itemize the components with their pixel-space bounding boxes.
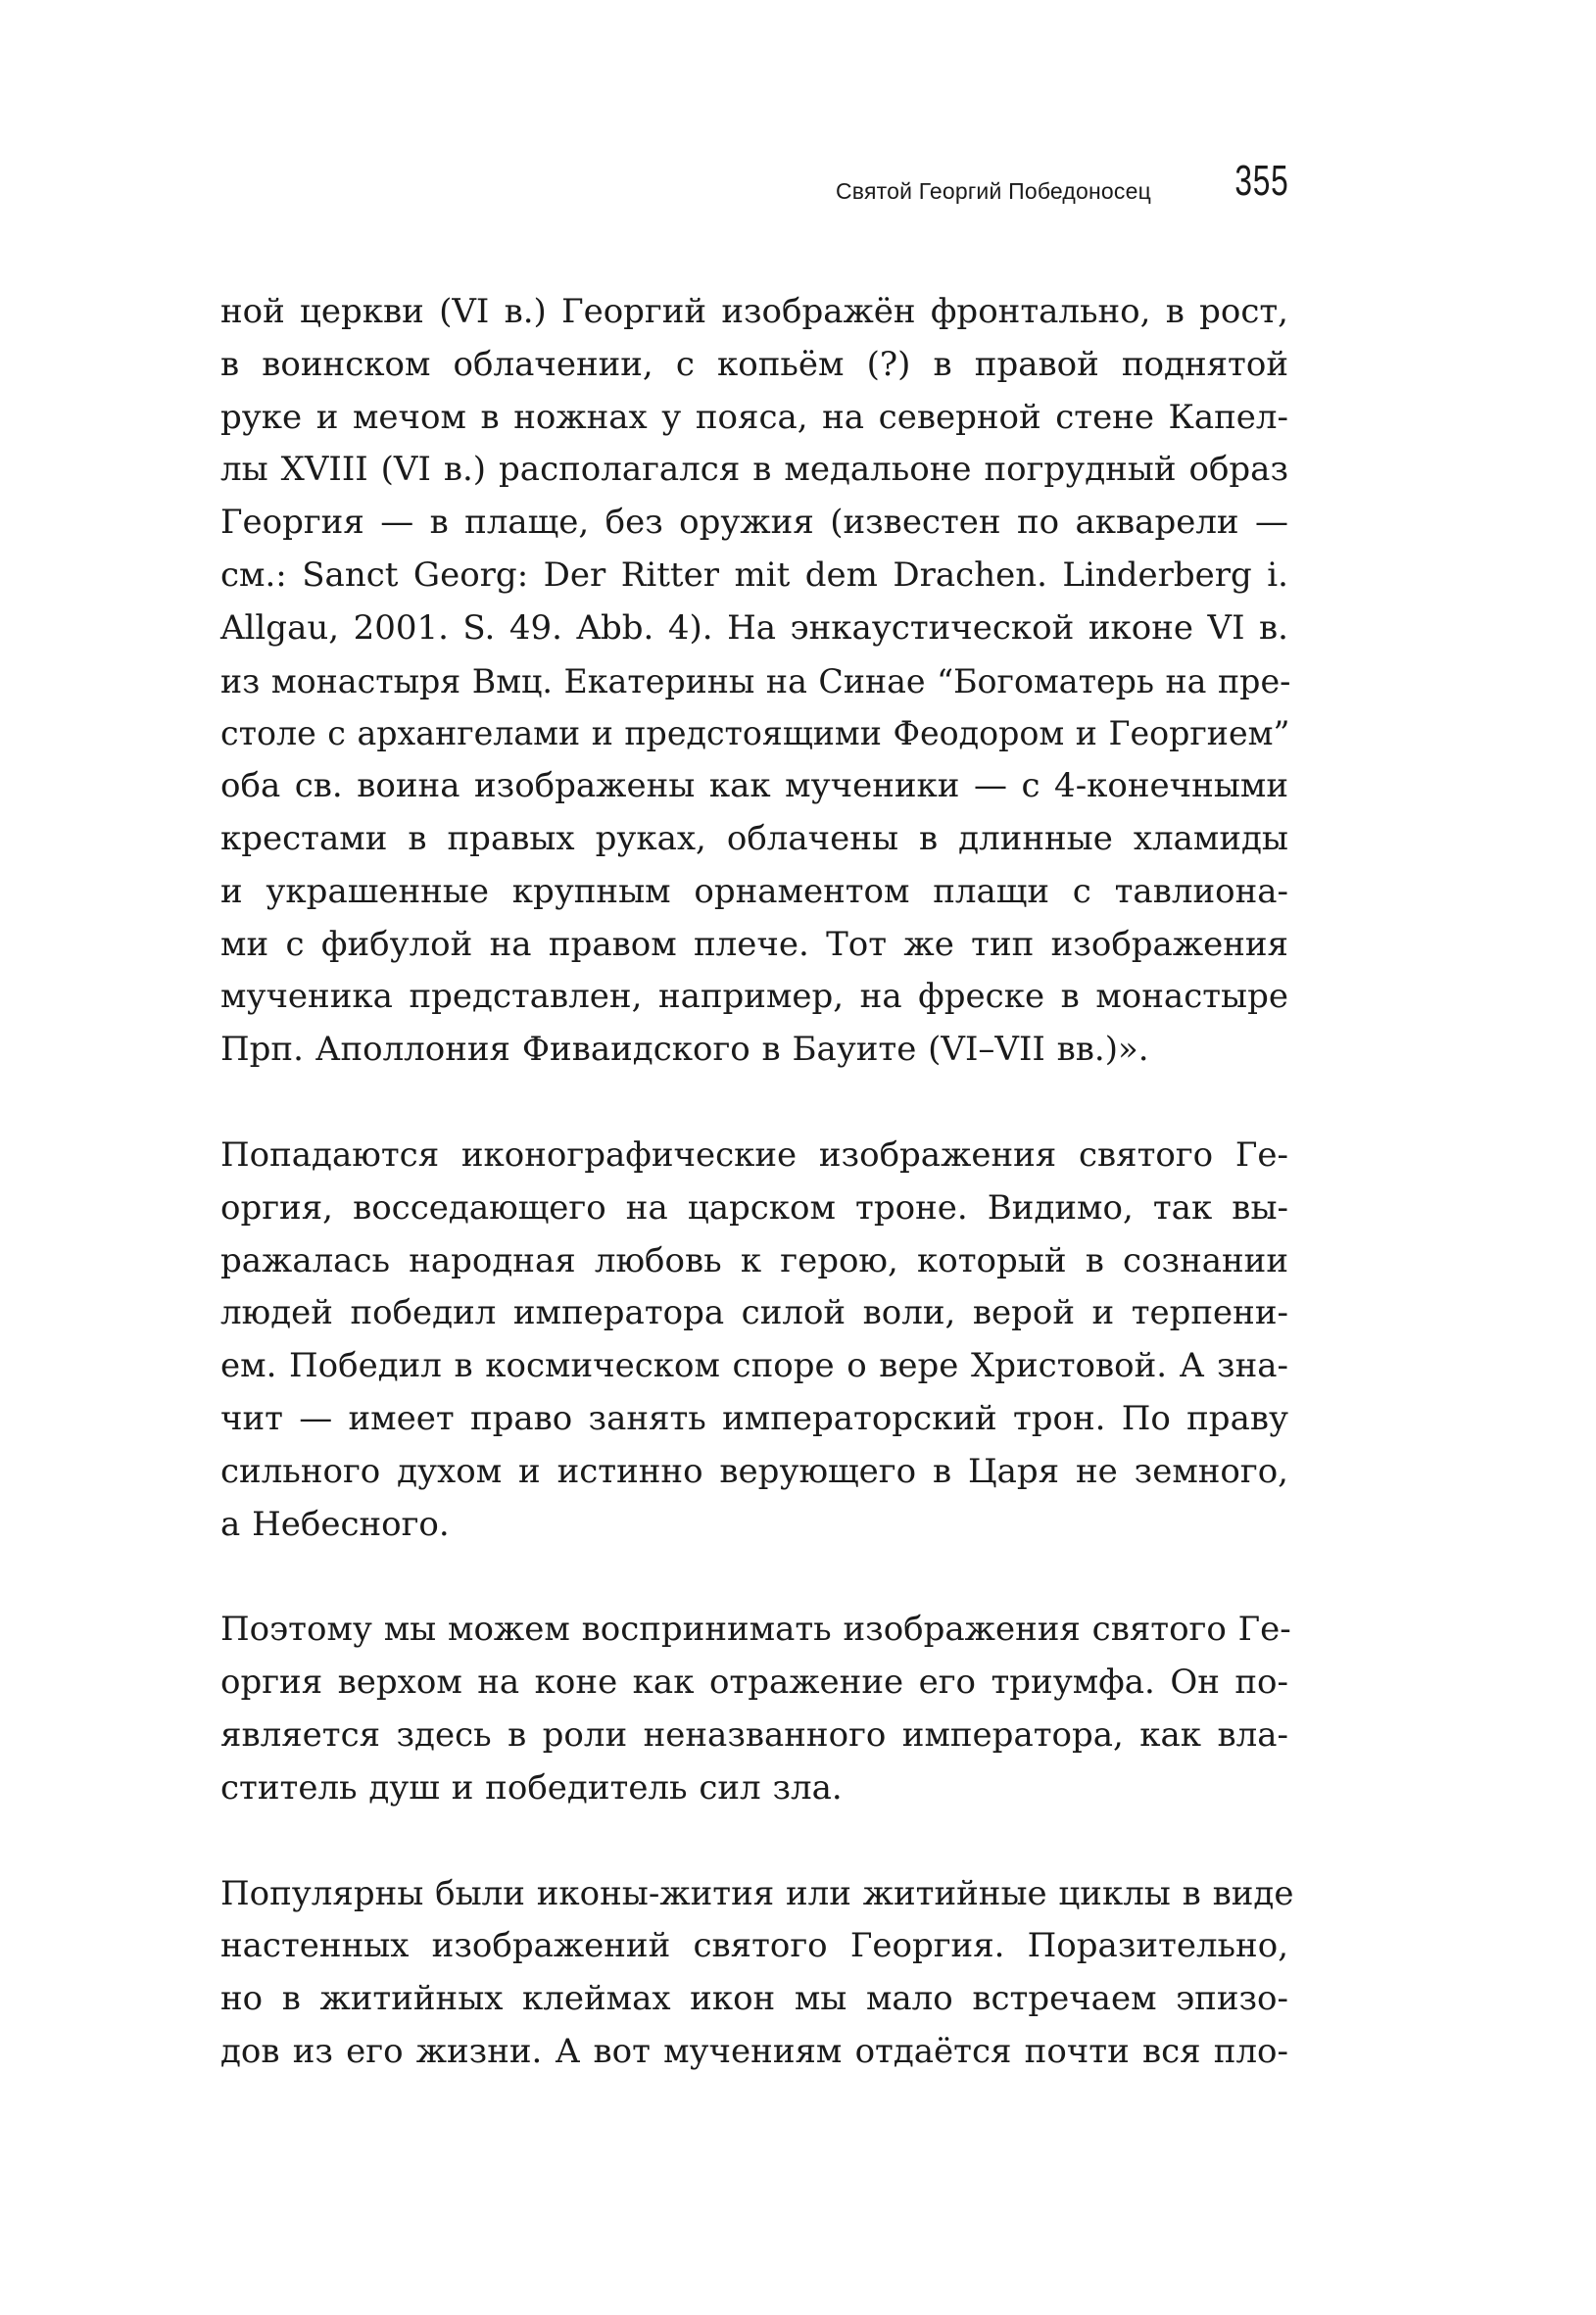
- text-line: оргия, восседающего на царском троне. Видимо, так вы-: [220, 1187, 1288, 1228]
- text-line: ной церкви (VI в.) Георгий изображён фронтально, в рост,: [220, 292, 1288, 331]
- text-line: ражалась народная любовь к герою, который в сознании: [220, 1240, 1288, 1280]
- text-line: в воинском облачении, с копьём (?) в правой поднятой: [220, 344, 1288, 384]
- text-line: лы XVIII (VI в.) располагался в медальоне погрудный образ: [220, 450, 1288, 490]
- text-line: ми с фибулой на правом плече. Тот же тип изображения: [220, 924, 1288, 964]
- text-line: см.: Sanct Georg: Der Ritter mit dem Drachen. Linderberg i.: [220, 555, 1288, 595]
- text-line: Поэтому мы можем воспринимать изображения святого Ге-: [220, 1610, 1291, 1650]
- paragraph-4: [220, 1868, 1294, 2079]
- text-line: столе с архангелами и предстоящими Феодором и Георгием”: [220, 714, 1290, 753]
- text-line: крестами в правых руках, облачены в длинные хламиды: [220, 818, 1288, 858]
- text-line: Allgau, 2001. S. 49. Abb. 4). На энкаустической иконе VI в.: [220, 607, 1288, 648]
- text-line: Георгия — в плаще, без оружия (известен по акварели —: [220, 503, 1288, 543]
- paragraph-3: [220, 1604, 1291, 1814]
- text-line: из монастыря Вмц. Екатерины на Синае “Богоматерь на пре-: [220, 661, 1291, 700]
- text-line: ем. Победил в космическом споре о вере Христовой. А зна-: [220, 1346, 1288, 1386]
- text-line: является здесь в роли неназванного императора, как вла-: [220, 1714, 1288, 1755]
- text-line: людей победил императора силой воли, верой и терпени-: [220, 1293, 1288, 1333]
- running-head: [0, 157, 1288, 216]
- text-line: дов из его жизни. А вот мучениям отдаётся почти вся пло-: [220, 2031, 1288, 2071]
- text-line: Популярны были иконы-жития или житийные циклы в виде: [220, 1873, 1294, 1913]
- page-number: 355: [1233, 157, 1288, 205]
- body-text: [220, 286, 1294, 2079]
- paragraph-1: [220, 286, 1291, 1077]
- text-line: но в житийных клеймах икон мы мало встречаем эпизо-: [220, 1979, 1288, 2019]
- text-line: сильного духом и истинно верующего в Царя не земного,: [220, 1451, 1288, 1491]
- text-line: мученика представлен, например, на фреске в монастыре: [220, 977, 1288, 1017]
- text-line: а Небесного.: [220, 1504, 450, 1544]
- text-line: оргия верхом на коне как отражение его триумфа. Он по-: [220, 1663, 1288, 1703]
- paragraph-2: [220, 1130, 1288, 1551]
- text-line: оба св. воина изображены как мученики — с 4-конечными: [220, 766, 1288, 806]
- text-line: чит — имеет право занять императорский трон. По праву: [220, 1398, 1288, 1438]
- text-line: Попадаются иконографические изображения святого Ге-: [220, 1134, 1288, 1175]
- running-title: Святой Георгий Победоносец: [836, 178, 1151, 204]
- text-line: Прп. Аполлония Фиваидского в Бауите (VI–VII вв.)».: [220, 1030, 1149, 1070]
- text-line: ститель душ и победитель сил зла.: [220, 1767, 843, 1808]
- text-line: настенных изображений святого Георгия. Поразительно,: [220, 1926, 1288, 1966]
- text-line: и украшенные крупным орнаментом плащи с тавлиона-: [220, 871, 1288, 911]
- text-line: руке и мечом в ножнах у пояса, на северной стене Капел-: [220, 397, 1288, 437]
